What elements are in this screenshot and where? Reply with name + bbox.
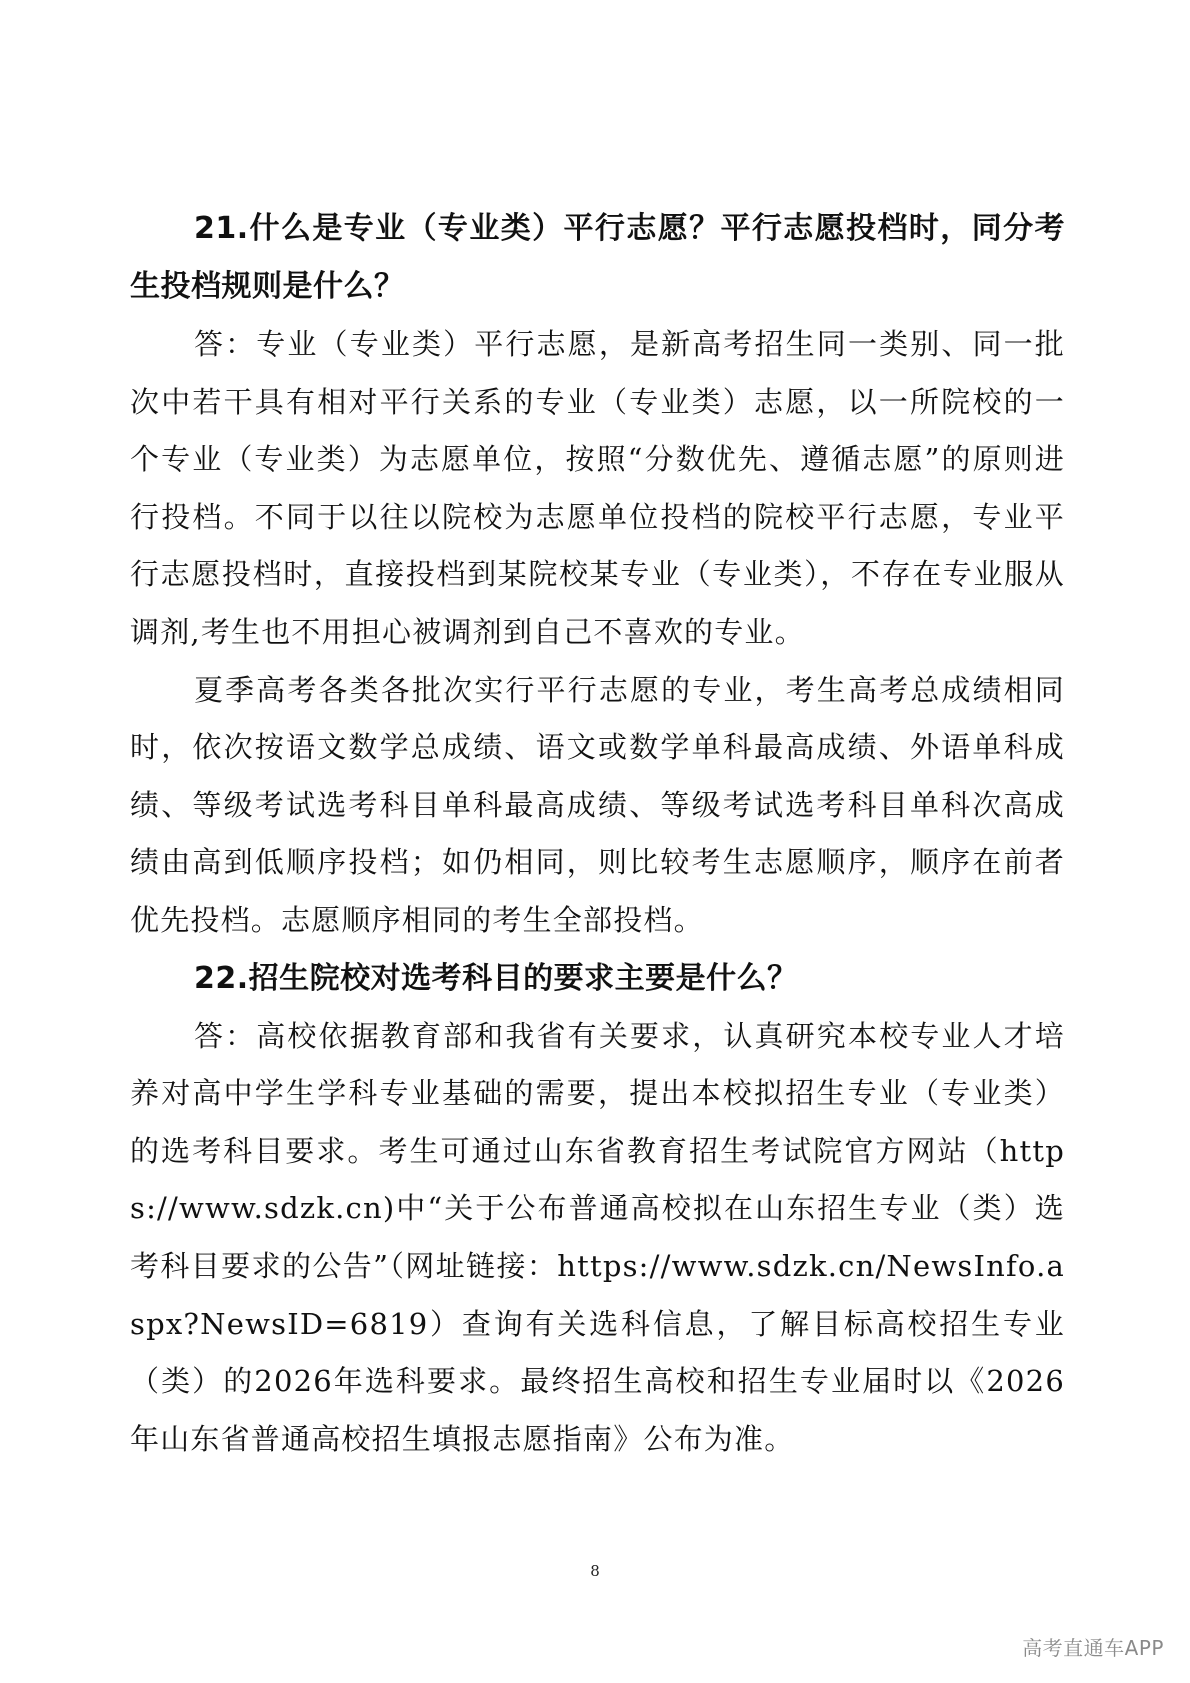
page-number: 8 [590,1562,600,1580]
document-body [130,200,1065,1468]
answer-21-paragraph-1: 答：专业（专业类）平行志愿，是新高考招生同一类别、同一批次中若干具有相对平行关系的专业（专业类）志愿，以一所院校的一个专业（专业类）为志愿单位，按照“分数优先、遵循志愿”的原则进行投档。不同于以往以院校为志愿单位投档的院校平行志愿，专业平行志愿投档时，直接投档到某院校某专业（专业类），不存在专业服从调剂,考生也不用担心被调剂到自己不喜欢的专业。 [130,327,1065,649]
answer-21-paragraph-2: 夏季高考各类各批次实行平行志愿的专业，考生高考总成绩相同时，依次按语文数学总成绩、语文或数学单科最高成绩、外语单科成绩、等级考试选考科目单科最高成绩、等级考试选考科目单科次高成绩由高到低顺序投档；如仍相同，则比较考生志愿顺序，顺序在前者优先投档。志愿顺序相同的考生全部投档。 [130,672,1065,937]
question-21-heading: 21.什么是专业（专业类）平行志愿？平行志愿投档时，同分考生投档规则是什么？ [130,211,1065,304]
question-22-heading: 22.招生院校对选考科目的要求主要是什么？ [194,960,798,996]
answer-22-paragraph-1: 答：高校依据教育部和我省有关要求，认真研究本校专业人才培养对高中学生学科专业基础的需要，提出本校拟招生专业（专业类）的选考科目要求。考生可通过山东省教育招生考试院官方网站（https://www.sdzk.cn)中“关于公布普通高校拟在山东招生专业（类）选考科目要求的公告”（网址链接：https://www.sdzk.cn/NewsInfo.aspx?NewsID=6819）查询有关选科信息，了解目标高校招生专业（类）的2026年选科要求。最终招生高校和招生专业届时以《2026年山东省普通高校招生填报志愿指南》公布为准。 [130,1018,1065,1456]
app-watermark: 高考直通车APP [1022,1636,1164,1660]
